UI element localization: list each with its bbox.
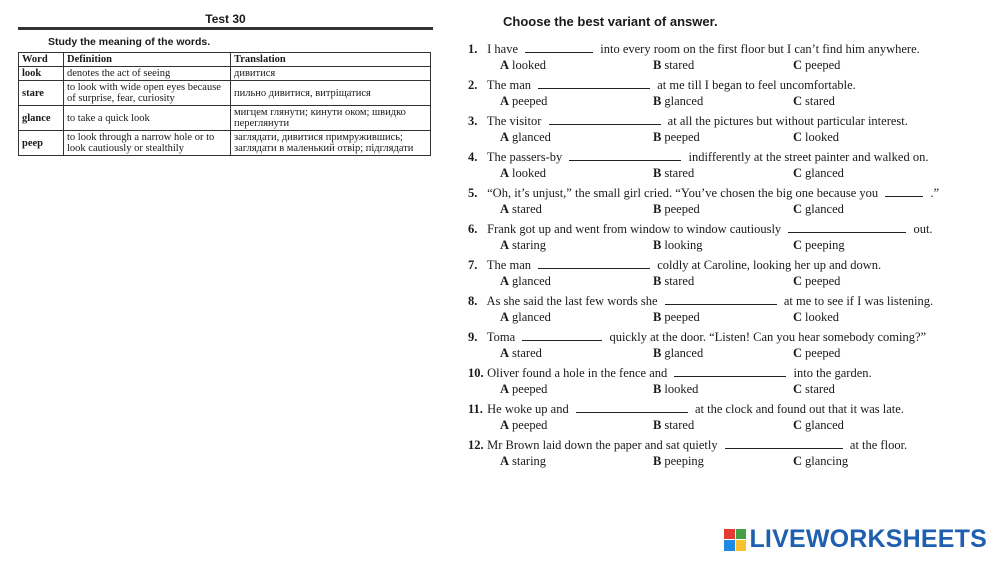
answer-blank[interactable] [522, 329, 602, 341]
option-letter: A [500, 202, 510, 216]
question-text-before: Frank got up and went from window to window cautiously [487, 222, 782, 236]
option-c[interactable] [793, 418, 844, 433]
option-text: peeped [805, 58, 841, 72]
option-b[interactable] [653, 346, 703, 361]
question-text-before: Mr Brown laid down the paper and sat quietly [487, 438, 718, 452]
definition-cell: denotes the act of seeing [64, 67, 231, 81]
exercise-section [468, 14, 988, 473]
answer-blank[interactable] [665, 293, 777, 305]
option-b[interactable] [653, 310, 700, 325]
question-number: 7. [468, 258, 478, 272]
option-b[interactable] [653, 166, 694, 181]
option-letter: B [653, 382, 662, 396]
option-letter: A [500, 130, 510, 144]
answer-blank[interactable] [569, 149, 681, 161]
option-letter: B [653, 130, 662, 144]
option-a[interactable] [500, 418, 547, 433]
answer-blank[interactable] [549, 113, 661, 125]
option-c[interactable] [793, 166, 844, 181]
option-text: peeped [512, 94, 548, 108]
definition-cell: to take a quick look [64, 106, 231, 131]
answer-blank[interactable] [725, 437, 843, 449]
option-letter: B [653, 238, 662, 252]
answer-blank[interactable] [576, 401, 688, 413]
logo-icon [724, 529, 746, 551]
question-stem [468, 149, 988, 165]
option-c[interactable] [793, 454, 848, 469]
option-text: glanced [512, 310, 551, 324]
option-c[interactable] [793, 58, 840, 73]
option-text: glanced [512, 274, 551, 288]
translation-cell: пильно дивитися, витріщатися [231, 81, 431, 106]
question-item [468, 113, 988, 147]
question-number: 3. [468, 114, 478, 128]
question-text-after: at the floor. [849, 438, 908, 452]
option-text: glanced [512, 130, 551, 144]
option-text: peeping [664, 454, 704, 468]
question-text-before: As she said the last few words she [486, 294, 658, 308]
question-text-after: indifferently at the street painter and walked on. [688, 150, 929, 164]
option-letter: C [793, 130, 803, 144]
study-instruction: Study the meaning of the words. [48, 36, 211, 48]
word-cell: peep [19, 131, 64, 156]
option-letter: B [653, 202, 662, 216]
question-text-after: .” [930, 186, 940, 200]
question-item [468, 149, 988, 183]
question-stem [468, 221, 988, 237]
question-text-after: at all the pictures but without particular interest. [667, 114, 908, 128]
table-row [19, 81, 431, 106]
option-letter: A [500, 454, 510, 468]
question-text-after: at me to see if I was listening. [783, 294, 934, 308]
answer-blank[interactable] [674, 365, 786, 377]
option-text: peeped [512, 382, 548, 396]
question-text-after: into the garden. [793, 366, 872, 380]
option-c[interactable] [793, 310, 839, 325]
option-a[interactable] [500, 346, 542, 361]
question-number: 10. [468, 366, 484, 380]
option-b[interactable] [653, 130, 700, 145]
option-b[interactable] [653, 58, 694, 73]
answer-options [468, 453, 988, 471]
option-a[interactable] [500, 166, 546, 181]
option-letter: B [653, 418, 662, 432]
option-c[interactable] [793, 238, 845, 253]
table-row [19, 67, 431, 81]
option-letter: C [793, 454, 803, 468]
option-text: peeped [664, 130, 700, 144]
option-a[interactable] [500, 202, 542, 217]
question-item [468, 365, 988, 399]
option-a[interactable] [500, 310, 551, 325]
question-number: 5. [468, 186, 478, 200]
question-item [468, 293, 988, 327]
option-text: stared [805, 382, 835, 396]
exercise-instruction: Choose the best variant of answer. [503, 14, 718, 29]
option-text: looked [805, 130, 840, 144]
option-letter: C [793, 274, 803, 288]
question-stem [468, 329, 988, 345]
option-text: peeping [805, 238, 845, 252]
option-text: stared [664, 58, 695, 72]
question-item [468, 401, 988, 435]
question-text-before: I have [487, 42, 519, 56]
question-text-before: Toma [486, 330, 516, 344]
option-text: peeped [805, 346, 841, 360]
word-cell: glance [19, 106, 64, 131]
translation-cell: заглядати, дивитися примружившись; заглядати в маленький отвір; підглядати [231, 131, 431, 156]
option-letter: A [500, 418, 510, 432]
option-letter: C [793, 94, 803, 108]
question-number: 2. [468, 78, 478, 92]
option-letter: C [793, 238, 803, 252]
option-text: staring [512, 238, 547, 252]
question-item [468, 329, 988, 363]
question-item [468, 185, 988, 219]
answer-options [468, 417, 988, 435]
question-number: 12. [468, 438, 484, 452]
option-c[interactable] [793, 382, 835, 397]
option-letter: A [500, 310, 510, 324]
option-text: looked [512, 58, 547, 72]
table-row [19, 131, 431, 156]
question-number: 11. [468, 402, 483, 416]
option-a[interactable] [500, 274, 551, 289]
question-item [468, 221, 988, 255]
vocabulary-table [18, 52, 431, 156]
answer-options [468, 237, 988, 255]
logo-square [724, 540, 735, 551]
question-text-after: into every room on the first floor but I can’t find him anywhere. [600, 42, 920, 56]
option-text: glancing [805, 454, 849, 468]
question-number: 1. [468, 42, 478, 56]
option-text: stared [664, 418, 695, 432]
option-a[interactable] [500, 382, 547, 397]
test-title: Test 30 [18, 12, 433, 30]
question-stem [468, 365, 988, 381]
answer-options [468, 129, 988, 147]
table-header-row [19, 53, 431, 67]
header-translation: Translation [231, 53, 431, 67]
question-text-after: coldly at Caroline, looking her up and down. [657, 258, 882, 272]
option-a[interactable] [500, 130, 551, 145]
question-number: 4. [468, 150, 478, 164]
question-text-before: The man [486, 258, 531, 272]
option-letter: C [793, 346, 803, 360]
option-letter: B [653, 454, 662, 468]
option-c[interactable] [793, 202, 844, 217]
option-text: looked [512, 166, 547, 180]
question-number: 8. [468, 294, 478, 308]
liveworksheets-logo [724, 525, 987, 554]
answer-blank[interactable] [525, 41, 593, 53]
question-stem [468, 185, 988, 201]
definition-cell: to look through a narrow hole or to look cautiously or stealthily [64, 131, 231, 156]
option-letter: B [653, 274, 662, 288]
option-letter: C [793, 58, 803, 72]
option-b[interactable] [653, 454, 704, 469]
option-letter: B [653, 310, 662, 324]
answer-blank[interactable] [885, 185, 923, 197]
option-b[interactable] [653, 274, 694, 289]
question-text-before: The passers-by [486, 150, 563, 164]
answer-options [468, 165, 988, 183]
option-letter: B [653, 346, 662, 360]
option-letter: A [500, 166, 510, 180]
question-stem [468, 41, 988, 57]
option-letter: A [500, 58, 510, 72]
question-list [468, 41, 988, 471]
question-item [468, 41, 988, 75]
option-letter: C [793, 166, 803, 180]
word-cell: look [19, 67, 64, 81]
option-text: looked [664, 382, 699, 396]
header-definition: Definition [64, 53, 231, 67]
option-c[interactable] [793, 346, 840, 361]
option-b[interactable] [653, 238, 703, 253]
answer-blank[interactable] [538, 257, 650, 269]
option-text: stared [512, 202, 542, 216]
option-text: stared [664, 274, 695, 288]
word-cell: stare [19, 81, 64, 106]
option-text: glanced [664, 94, 704, 108]
vocabulary-section [18, 12, 433, 156]
option-text: peeped [664, 310, 700, 324]
option-text: stared [512, 346, 542, 360]
answer-options [468, 345, 988, 363]
option-a[interactable] [500, 94, 547, 109]
option-text: peeped [512, 418, 548, 432]
header-word: Word [19, 53, 64, 67]
question-text-after: at the clock and found out that it was late. [694, 402, 904, 416]
logo-text: LIVEWORKSHEETS [749, 525, 987, 553]
option-letter: C [793, 382, 803, 396]
answer-options [468, 93, 988, 111]
option-letter: A [500, 382, 510, 396]
question-text-after: quickly at the door. “Listen! Can you hear somebody coming?” [609, 330, 927, 344]
definition-cell: to look with wide open eyes because of surprise, fear, curiosity [64, 81, 231, 106]
option-text: staring [512, 454, 547, 468]
translation-cell: дивитися [231, 67, 431, 81]
answer-options [468, 309, 988, 327]
option-c[interactable] [793, 94, 835, 109]
option-letter: C [793, 202, 803, 216]
option-text: peeped [664, 202, 700, 216]
option-letter: C [793, 418, 803, 432]
question-stem [468, 77, 988, 93]
question-stem [468, 437, 988, 453]
question-stem [468, 113, 988, 129]
option-text: looking [664, 238, 703, 252]
question-stem [468, 293, 988, 309]
question-text-before: He woke up and [487, 402, 569, 416]
option-a[interactable] [500, 238, 546, 253]
option-text: glanced [805, 202, 844, 216]
answer-options [468, 201, 988, 219]
question-text-after: at me till I began to feel uncomfortable. [657, 78, 856, 92]
option-text: glanced [805, 166, 844, 180]
question-item [468, 77, 988, 111]
logo-square [724, 529, 735, 540]
question-number: 6. [468, 222, 478, 236]
question-number: 9. [468, 330, 478, 344]
answer-blank[interactable] [538, 77, 650, 89]
question-stem [468, 401, 988, 417]
option-text: peeped [805, 274, 841, 288]
answer-options [468, 57, 988, 75]
question-text-before: “Oh, it’s unjust,” the small girl cried. “You’ve chosen the big one because you [487, 186, 879, 200]
option-b[interactable] [653, 418, 694, 433]
option-b[interactable] [653, 202, 700, 217]
option-b[interactable] [653, 94, 703, 109]
answer-options [468, 273, 988, 291]
option-letter: C [793, 310, 803, 324]
option-letter: B [653, 166, 662, 180]
logo-square [736, 529, 747, 540]
question-text-before: Oliver found a hole in the fence and [487, 366, 668, 380]
table-row [19, 106, 431, 131]
logo-square [736, 540, 747, 551]
question-text-before: The visitor [486, 114, 542, 128]
option-letter: A [500, 94, 510, 108]
option-letter: A [500, 346, 510, 360]
option-text: glanced [664, 346, 704, 360]
option-letter: B [653, 94, 662, 108]
question-text-after: out. [913, 222, 933, 236]
option-c[interactable] [793, 274, 840, 289]
option-c[interactable] [793, 130, 839, 145]
option-letter: B [653, 58, 662, 72]
option-a[interactable] [500, 454, 546, 469]
answer-blank[interactable] [788, 221, 906, 233]
option-a[interactable] [500, 58, 546, 73]
option-text: looked [805, 310, 840, 324]
question-stem [468, 257, 988, 273]
option-text: glanced [805, 418, 844, 432]
option-b[interactable] [653, 382, 698, 397]
option-text: stared [805, 94, 835, 108]
answer-options [468, 381, 988, 399]
option-letter: A [500, 274, 510, 288]
question-item [468, 437, 988, 471]
option-letter: A [500, 238, 510, 252]
translation-cell: мигцем глянути; кинути оком; швидко переглянути [231, 106, 431, 131]
question-item [468, 257, 988, 291]
option-text: stared [664, 166, 695, 180]
question-text-before: The man [486, 78, 531, 92]
